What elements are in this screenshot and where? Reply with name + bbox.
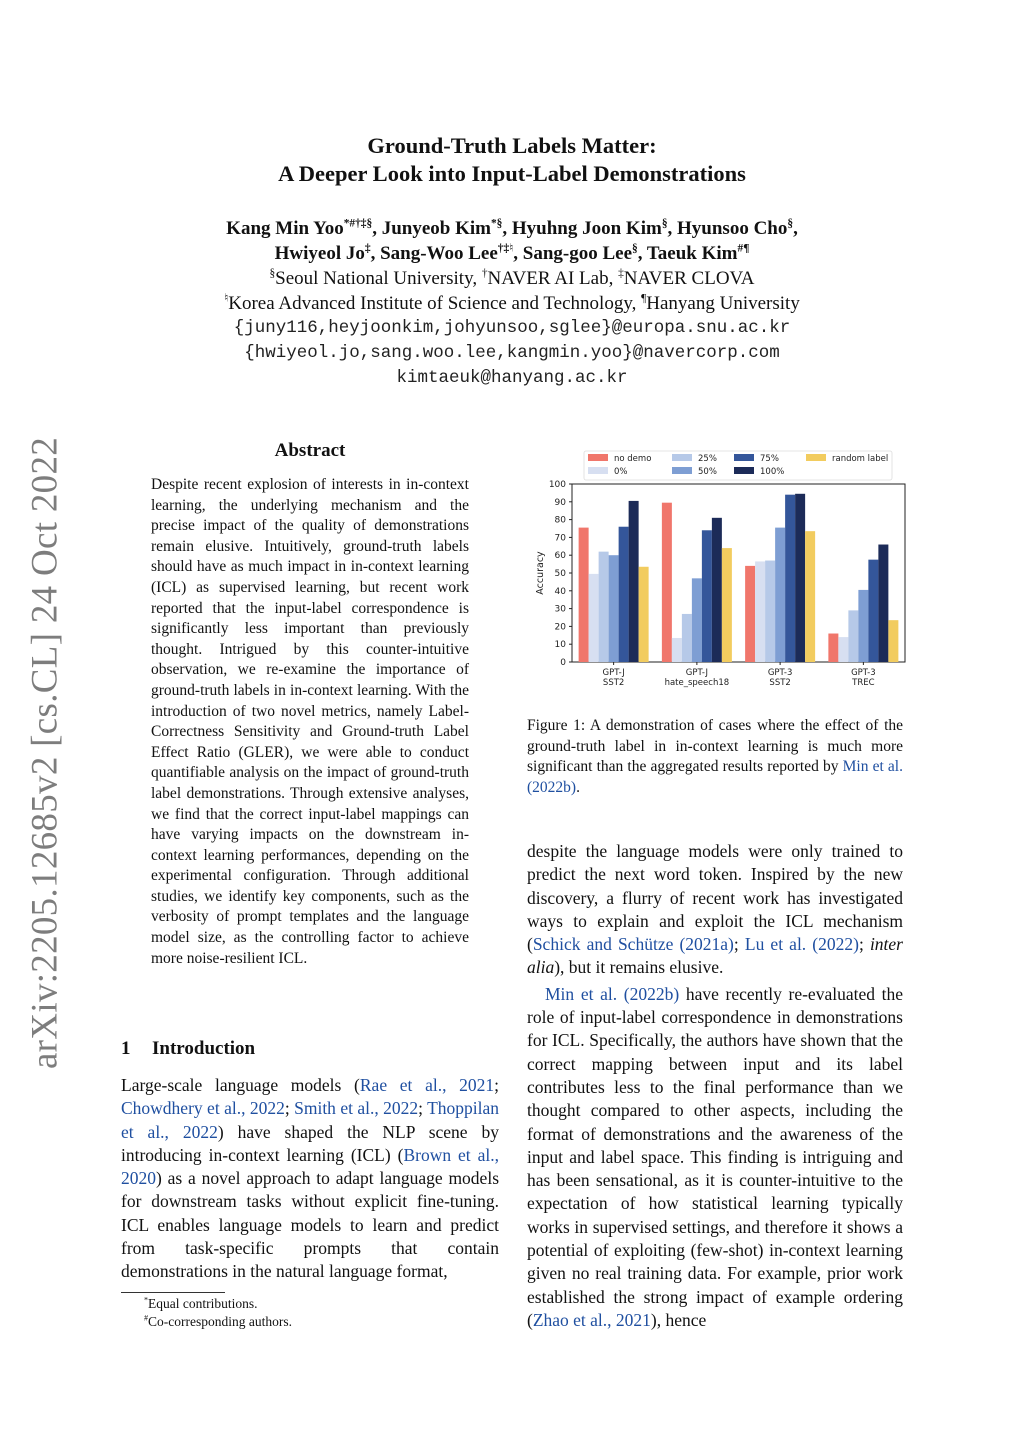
- bar: [722, 548, 732, 662]
- bar: [848, 610, 858, 662]
- intro-paragraph: Large-scale language models (Rae et al., 2021; Chowdhery et al., 2022; Smith et al., 2022; Thoppilan et al., 2022) have shaped the NLP scene by introducing in-context learning (ICL) (Brown et al., 2020) as a novel approach to adapt language models for downstream tasks without explicit fine-tuning. ICL enables language models to learn and predict from task-specific prompts that contain demonstrations in the natural language format,: [121, 1075, 500, 1282]
- legend-swatch: [672, 467, 692, 474]
- bar: [589, 574, 599, 662]
- bar: [702, 530, 712, 662]
- bar: [755, 561, 765, 662]
- bar: [838, 637, 848, 662]
- legend-swatch: [588, 454, 608, 461]
- bar: [579, 528, 589, 662]
- legend-label: no demo: [614, 454, 652, 464]
- email-line: {hwiyeol.jo,sang.woo.lee,kangmin.yoo}@navercorp.com: [244, 343, 780, 363]
- x-tick-label: GPT-3: [851, 668, 876, 678]
- y-tick-label: 0: [560, 658, 566, 668]
- bar: [828, 634, 838, 662]
- footnotes: *Equal contributions. #Co-corresponding authors.: [144, 1295, 293, 1329]
- legend-label: 75%: [760, 454, 779, 464]
- x-tick-label: GPT-J: [685, 668, 708, 678]
- y-tick-label: 30: [554, 604, 566, 615]
- abstract-heading: Abstract: [274, 440, 346, 461]
- citation-link[interactable]: Smith et al., 2022: [294, 1098, 419, 1119]
- arxiv-sidebar-stamp: [10, 436, 80, 1070]
- abstract-body: Despite recent explosion of interests in in-context learning, the underlying mechanism and the precise impact of the quality of demonstrations remain elusive. Intuitively, ground-truth labels should have as much impact in in-context learning (ICL) as supervised learning, but recent work reported that the input-label correspondence is significantly less important than previously thought. Intrigued by this counter-intuitive observation, we re-examine the importance of ground-truth labels in in-context learning. With the introduction of two novel metrics, namely Label-Correctness Sensitivity and Ground-truth Label Effect Ratio (GLER), we were able to conduct quantifiable analysis on the impact of ground-truth label demonstrations. Through extensive analyses, we find that the correct input-label mappings can have varying impacts on the downstream in-context learning performances, depending on the experimental configuration. Through additional studies, we identify key components, such as the verbosity of prompt templates and the language model size, as the controlling factor to achieve more noise-resilient ICL.: [151, 476, 469, 967]
- bar: [629, 501, 639, 662]
- bar: [672, 638, 682, 662]
- legend-label: 50%: [698, 467, 717, 477]
- x-tick-label: GPT-3: [767, 668, 793, 678]
- x-tick-label: SST2: [602, 678, 625, 688]
- y-axis-label: Accuracy: [535, 551, 546, 595]
- bar: [619, 527, 629, 662]
- citation-link[interactable]: Schick and Schütze (2021a): [532, 934, 734, 955]
- x-tick-label: SST2: [769, 678, 791, 688]
- bar: [795, 494, 805, 662]
- bar: [639, 567, 649, 662]
- bar: [805, 531, 815, 662]
- y-tick-label: 70: [554, 533, 566, 544]
- bar: [662, 503, 672, 662]
- citation-link[interactable]: Zhao et al., 2021: [532, 1309, 651, 1330]
- author-list-line1: Kang Min Yoo*#†‡§, Junyeob Kim*§, Hyuhng Joon Kim§, Hyunsoo Cho§,: [226, 217, 798, 239]
- bar: [878, 545, 888, 662]
- x-tick-label: hate_speech18: [664, 678, 730, 688]
- bar: [712, 518, 722, 662]
- bar: [888, 620, 898, 662]
- legend-swatch: [588, 467, 608, 474]
- legend-swatch: [734, 467, 754, 474]
- affiliation-line2: ♮Korea Advanced Institute of Science and Technology, ¶Hanyang University: [224, 292, 800, 314]
- footnote-rule: [121, 1292, 225, 1293]
- bar: [609, 555, 619, 662]
- citation-link[interactable]: Lu et al. (2022): [744, 934, 859, 955]
- y-tick-label: 20: [554, 622, 566, 633]
- legend-swatch: [734, 454, 754, 461]
- figure-caption: Figure 1: A demonstration of cases where the effect of the ground-truth label in in-context learning is much more significant than the aggregated results reported by Min et al. (2022b).: [527, 717, 903, 796]
- arxiv-id: arXiv:2205.12685v2 [cs.CL] 24 Oct 2022: [24, 436, 66, 1070]
- y-tick-label: 90: [554, 497, 566, 508]
- paper-title: Ground-Truth Labels Matter: A Deeper Look into Input-Label Demonstrations: [278, 133, 746, 186]
- bar: [599, 552, 609, 662]
- bar: [858, 590, 868, 662]
- bar: [785, 495, 795, 662]
- author-list-line2: Hwiyeol Jo‡, Sang-Woo Lee†‡♮, Sang-goo Lee§, Taeuk Kim#¶: [274, 242, 750, 264]
- paragraph: Min et al. (2022b) have recently re-evaluated the role of input-label correspondence in demonstrations for ICL. Specifically, the authors have shown that the correct mapping between input and its label contributes less to the final performance than we thought compared to other aspects, including the format of demonstrations and the awareness of the input and label space. This finding is intriguing and has been sensational, as it is counter-intuitive to the expectation of how statistical learning typically works in supervised settings, and therefore it shows a potential of exploiting (few-shot) in-context learning given no real training data. For example, prior work established the strong impact of example ordering (Zhao et al., 2021), hence: [527, 983, 904, 1330]
- citation-link[interactable]: Brown et al., 2020: [121, 1144, 500, 1189]
- legend-label: 100%: [760, 467, 785, 477]
- citation-link[interactable]: Min et al. (2022b): [545, 983, 680, 1004]
- citation-link[interactable]: Min et al. (2022b): [527, 758, 903, 796]
- legend-label: random label: [832, 454, 889, 464]
- citation-link[interactable]: Rae et al., 2021: [359, 1075, 495, 1095]
- right-column-text: [527, 840, 903, 1332]
- figure-1-chart: [526, 448, 906, 698]
- affiliation-line1: §Seoul National University, †NAVER AI Lab, ‡NAVER CLOVA: [269, 267, 755, 289]
- email-line: {juny116,heyjoonkim,johyunsoo,sglee}@europa.snu.ac.kr: [233, 318, 791, 338]
- y-tick-label: 100: [548, 480, 566, 490]
- bar: [692, 578, 702, 662]
- email-line: kimtaeuk@hanyang.ac.kr: [396, 368, 628, 388]
- legend-swatch: [806, 454, 826, 461]
- bar-chart: [526, 448, 906, 698]
- legend-label: 0%: [614, 467, 628, 477]
- bar: [868, 560, 878, 662]
- citation-link[interactable]: Thoppilan et al., 2022: [121, 1098, 500, 1142]
- x-tick-label: TREC: [852, 678, 875, 688]
- author-block: [150, 216, 874, 391]
- legend-label: 25%: [698, 454, 717, 464]
- citation-link[interactable]: Chowdhery et al., 2022: [121, 1098, 285, 1119]
- section-heading-introduction: 1 Introduction: [121, 1038, 256, 1059]
- bar: [775, 528, 785, 662]
- bar: [682, 614, 692, 662]
- bar: [745, 566, 755, 662]
- y-tick-label: 80: [554, 515, 566, 526]
- y-tick-label: 40: [554, 586, 566, 597]
- bar: [765, 561, 775, 662]
- paragraph: despite the language models were only trained to predict the next word token. Inspired by the new discovery, a flurry of recent work has investigated ways to explain and exploit the ICL mechanism (Schick and Schütze (2021a); Lu et al. (2022); inter alia), but it remains elusive.: [527, 841, 903, 978]
- y-tick-label: 10: [554, 640, 566, 651]
- legend-swatch: [672, 454, 692, 461]
- x-tick-label: GPT-J: [602, 668, 625, 678]
- y-tick-label: 60: [554, 551, 566, 562]
- y-tick-label: 50: [554, 569, 566, 579]
